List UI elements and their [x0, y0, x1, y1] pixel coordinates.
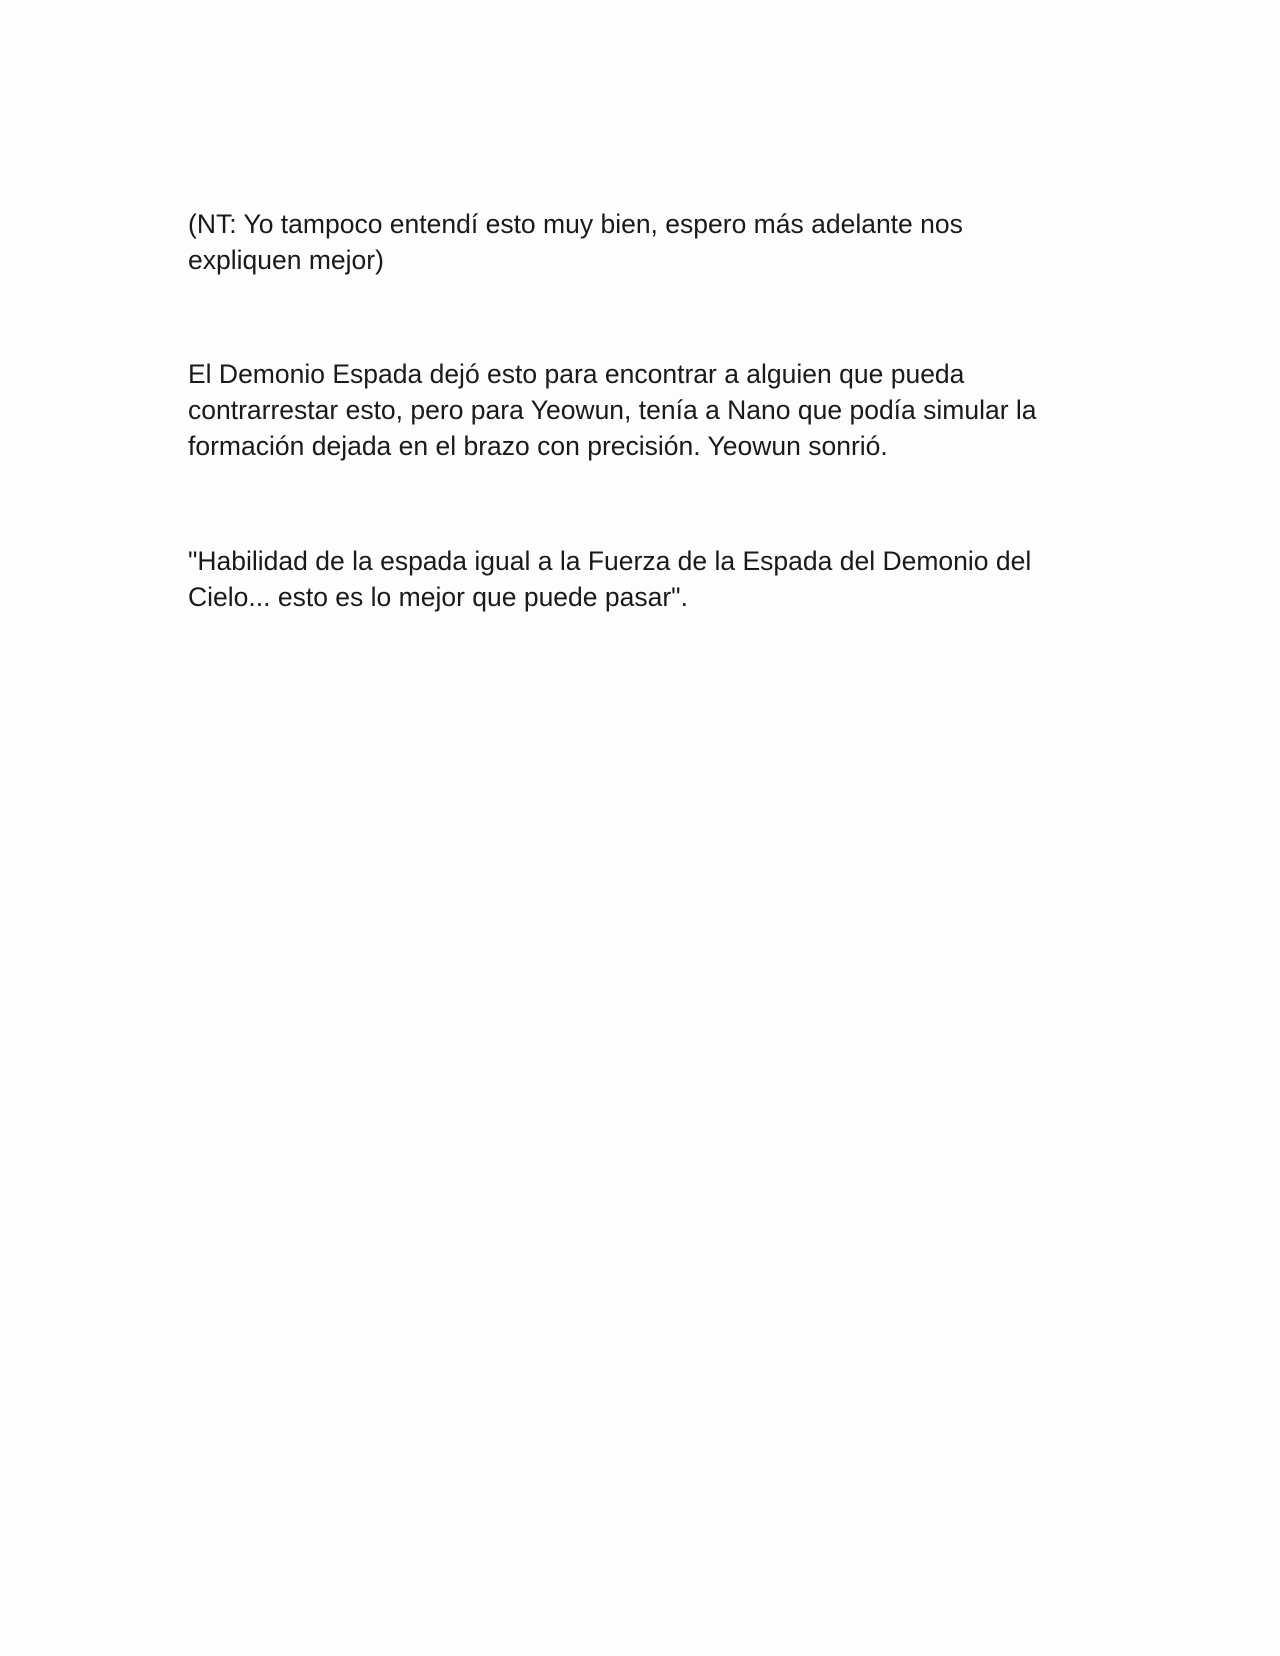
dialogue-paragraph: "Habilidad de la espada igual a la Fuerza de la Espada del Demonio del Cielo... esto es lo mejor que puede pasar". [188, 546, 1032, 612]
narrative-paragraph: El Demonio Espada dejó esto para encontrar a alguien que pueda contrarrestar esto, pero para Yeowun, tenía a Nano que podía simular la formación dejada en el brazo con precisión. Yeowun sonrió. [188, 359, 1037, 461]
translator-note-paragraph: (NT: Yo tampoco entendí esto muy bien, espero más adelante nos expliquen mejor) [188, 209, 963, 275]
